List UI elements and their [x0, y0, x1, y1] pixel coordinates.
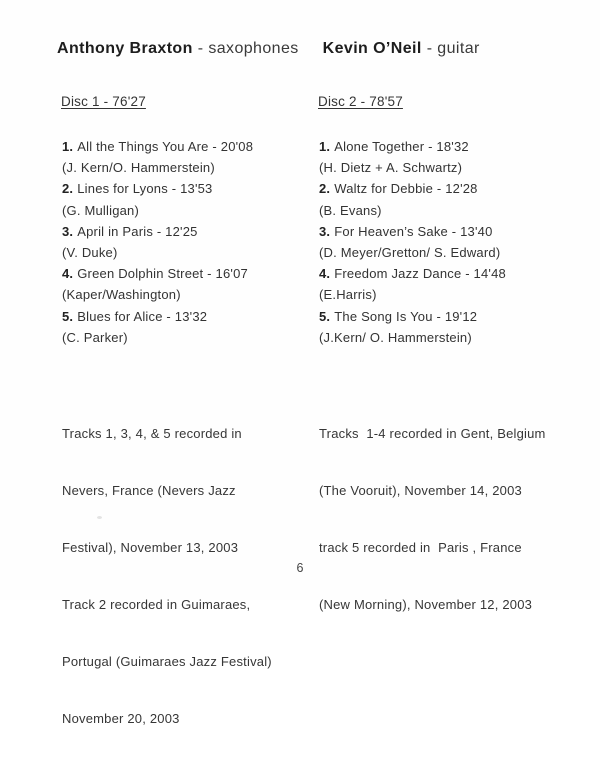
disc2-recording-notes [319, 386, 546, 652]
track-line [319, 306, 506, 327]
track-number: 2. [319, 181, 331, 197]
track-line [319, 263, 506, 284]
note-line: track 5 recorded in Paris , France [319, 540, 522, 555]
note-line: Portugal (Guimaraes Jazz Festival) [62, 654, 272, 669]
disc1-column [61, 94, 313, 726]
track-line [62, 221, 253, 242]
track-title: For Heaven’s Sake - 13'40 [334, 223, 493, 239]
track-title: April in Paris - 12'25 [77, 223, 198, 239]
track-title: Green Dolphin Street - 16'07 [77, 266, 248, 282]
track-title: All the Things You Are - 20'08 [77, 139, 254, 154]
credit-kevin-oneil [323, 40, 480, 58]
track-line [62, 136, 253, 157]
credits-header [57, 40, 480, 58]
composer-line: (Kaper/Washington) [62, 287, 181, 303]
artist-name: Kevin O’Neil [322, 40, 422, 57]
track-line [319, 178, 506, 199]
track-title: Lines for Lyons - 13'53 [77, 181, 213, 197]
disc1-recording-notes [62, 386, 272, 766]
track-number: 5. [62, 308, 74, 324]
disc2-heading: Disc 2 - 78'57 [318, 94, 403, 109]
note-line: Tracks 1, 3, 4, & 5 recorded in [62, 426, 242, 441]
composer-line: (G. Mulligan) [62, 202, 140, 218]
composer-line: (C. Parker) [62, 329, 128, 345]
track-number: 3. [62, 223, 74, 239]
page-number: 6 [296, 561, 304, 575]
note-line: Nevers, France (Nevers Jazz [62, 483, 236, 498]
note-line: Tracks 1-4 recorded in Gent, Belgium [319, 426, 546, 441]
disc2-track-list [319, 136, 506, 348]
track-title: Blues for Alice - 13'32 [77, 308, 208, 324]
artist-role: - saxophones [197, 40, 299, 57]
track-number: 3. [319, 223, 331, 239]
track-title: The Song Is You - 19'12 [334, 308, 478, 324]
note-line: November 20, 2003 [62, 711, 180, 726]
track-number: 4. [62, 266, 74, 282]
composer-line: (D. Meyer/Gretton/ S. Edward) [319, 245, 501, 261]
composer-line: (J. Kern/O. Hammerstein) [62, 160, 215, 176]
track-number: 4. [319, 266, 331, 282]
track-number: 5. [319, 308, 331, 324]
note-line: Track 2 recorded in Guimaraes, [62, 597, 251, 612]
composer-line: (B. Evans) [319, 202, 382, 218]
composer-line: (V. Duke) [62, 245, 118, 261]
track-title: Alone Together - 18'32 [334, 139, 469, 154]
track-title: Waltz for Debbie - 12'28 [334, 181, 478, 197]
track-line [62, 306, 253, 327]
track-number: 2. [62, 181, 74, 197]
artist-role: - guitar [426, 40, 480, 57]
disc2-column [318, 94, 586, 612]
artist-name: Anthony Braxton [57, 40, 193, 57]
note-line: (The Vooruit), November 14, 2003 [319, 483, 522, 498]
scan-artifact [97, 516, 102, 519]
composer-line: (H. Dietz + A. Schwartz) [319, 160, 463, 176]
track-line [62, 263, 253, 284]
note-line: Festival), November 13, 2003 [62, 540, 239, 555]
track-line [319, 221, 506, 242]
composer-line: (E.Harris) [319, 287, 377, 303]
track-title: Freedom Jazz Dance - 14'48 [334, 266, 506, 282]
note-line: (New Morning), November 12, 2003 [319, 597, 533, 612]
credit-anthony-braxton [57, 40, 299, 58]
track-line [62, 178, 253, 199]
composer-line: (J.Kern/ O. Hammerstein) [319, 329, 472, 345]
disc1-heading: Disc 1 - 76'27 [61, 94, 146, 109]
track-number: 1. [62, 139, 74, 154]
track-number: 1. [319, 139, 331, 154]
track-line [319, 136, 506, 157]
disc1-track-list [62, 136, 253, 348]
